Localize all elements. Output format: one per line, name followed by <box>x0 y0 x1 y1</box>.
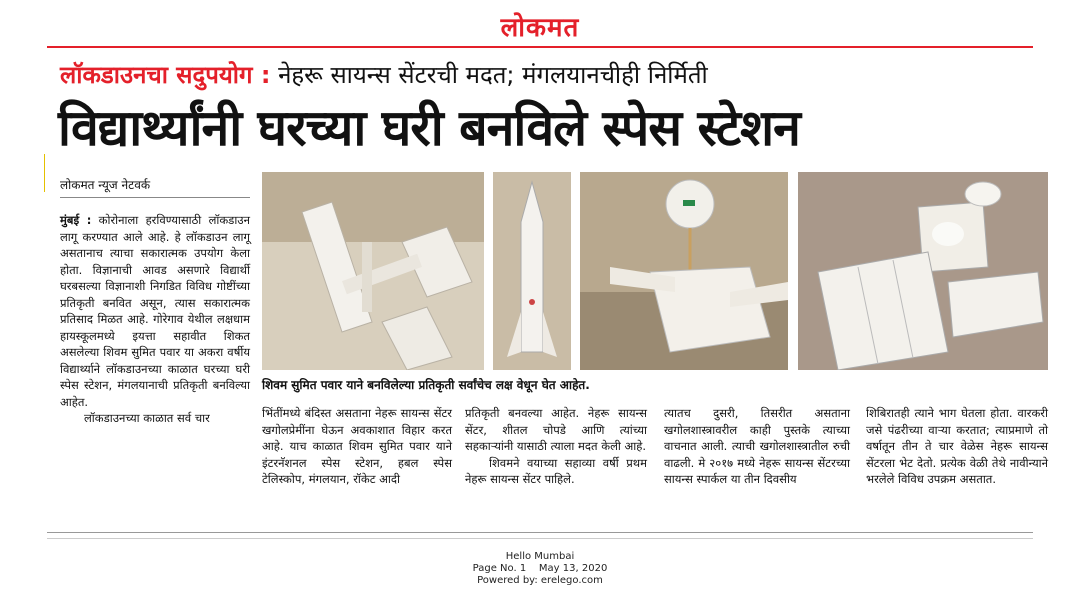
column-4: त्यातच दुसरी, तिसरीत असताना खगोलशास्त्रावरील काही पुस्तके त्याच्या वाचनात आली. त्याची खगोलशास्त्रातील रुची वाढली. मे २०१७ मध्ये नेहरू सायन्स सेंटरच्या सायन्स स्पार्कल या तीन दिवसीय <box>664 406 850 486</box>
headline: विद्यार्थ्यांनी घरच्या घरी बनविले स्पेस स्टेशन <box>58 99 800 157</box>
column-3-text: प्रतिकृती बनवल्या आहेत. नेहरू सायन्स सेंटर, शीतल चोपडे आणि त्यांच्या सहकाऱ्यांनी यासाठी त्याला मदत केली आहे. <box>465 406 647 453</box>
column-3-text-b: शिवमने वयाच्या सहाव्या वर्षी प्रथम नेहरू सायन्स सेंटर पाहिले. <box>465 455 647 486</box>
column-1-text: कोरोनाला हरविण्यासाठी लॉकडाउन लागू करण्यात आले आहे. हे लॉकडाउन लागू असतानाच त्याचा सकारात्मक उपयोग केला होता. विज्ञानाची आवड असणारे विद्यार्थी घरबसल्या विज्ञानाशी निगडित विविध गोष्टींच्या प्रतिकृती बनवित असून, त्यास सकारात्मक प्रतिसाद मिळत आहे. गोरेगाव येथील लक्षधाम हायस्कूलमध्ये इयत्ता सहावीत शिकत असलेल्या शिवम सुमित पवार या अकरा वर्षीय विद्यार्थ्याने लॉकडाउनच्या काळात घरच्या घरी स्पेस स्टेशन, मंगलयानाची प्रतिकृती बनविल्या आहेत. <box>60 213 250 409</box>
margin-mark <box>44 154 45 192</box>
kicker-black: नेहरू सायन्स सेंटरची मदत; मंगलयानचीही निर्मिती <box>278 61 708 89</box>
column-1-tail: लॉकडाउनच्या काळात सर्व चार <box>84 411 210 425</box>
column-5: शिबिरातही त्याने भाग घेतला होता. वारकरी जसे पंढरीच्या वाऱ्या करतात; त्याप्रमाणे तो वर्षातून तीन ते चार वेळेस नेहरू सायन्स सेंटरला भेट देतो. प्रत्येक वेळी तेथे नावीन्याने भरलेले विविध उपक्रम असतात. <box>866 406 1048 486</box>
photo-strip <box>262 172 1048 370</box>
footer-powered-by: Powered by: erelego.com <box>477 575 603 586</box>
column-3 <box>465 405 647 488</box>
photo-space-station <box>262 172 484 370</box>
top-divider <box>47 46 1033 48</box>
kicker-red: लॉकडाउनचा सदुपयोग : <box>60 61 271 89</box>
byline: लोकमत न्यूज नेटवर्क <box>60 176 250 198</box>
bottom-divider <box>47 532 1033 533</box>
column-2: भिंतींमध्ये बंदिस्त असताना नेहरू सायन्स सेंटर खगोलप्रेमींना घेऊन अवकाशात विहार करत आहे. याच काळात शिवम सुमित पवार याने इंटरनॅशनल स्पेस स्टेशन, हबल स्पेस टेलिस्कोप, मंगलयान, रॉकेट आदी <box>262 406 452 486</box>
footer <box>0 551 1080 587</box>
photo-satellite <box>580 172 788 370</box>
kicker <box>60 58 708 91</box>
bottom-divider-2 <box>47 538 1033 539</box>
footer-page-date: Page No. 1 May 13, 2020 <box>472 563 608 574</box>
dateline: मुंबई : <box>60 213 92 227</box>
photo-rocket <box>493 172 571 370</box>
photo-telescope <box>798 172 1048 370</box>
footer-edition: Hello Mumbai <box>505 551 575 562</box>
photo-caption: शिवम सुमित पवार याने बनविलेल्या प्रतिकृती सर्वांचेच लक्ष वेधून घेत आहेत. <box>262 378 590 392</box>
masthead-logo: लोकमत <box>500 13 580 43</box>
column-1 <box>60 212 250 427</box>
